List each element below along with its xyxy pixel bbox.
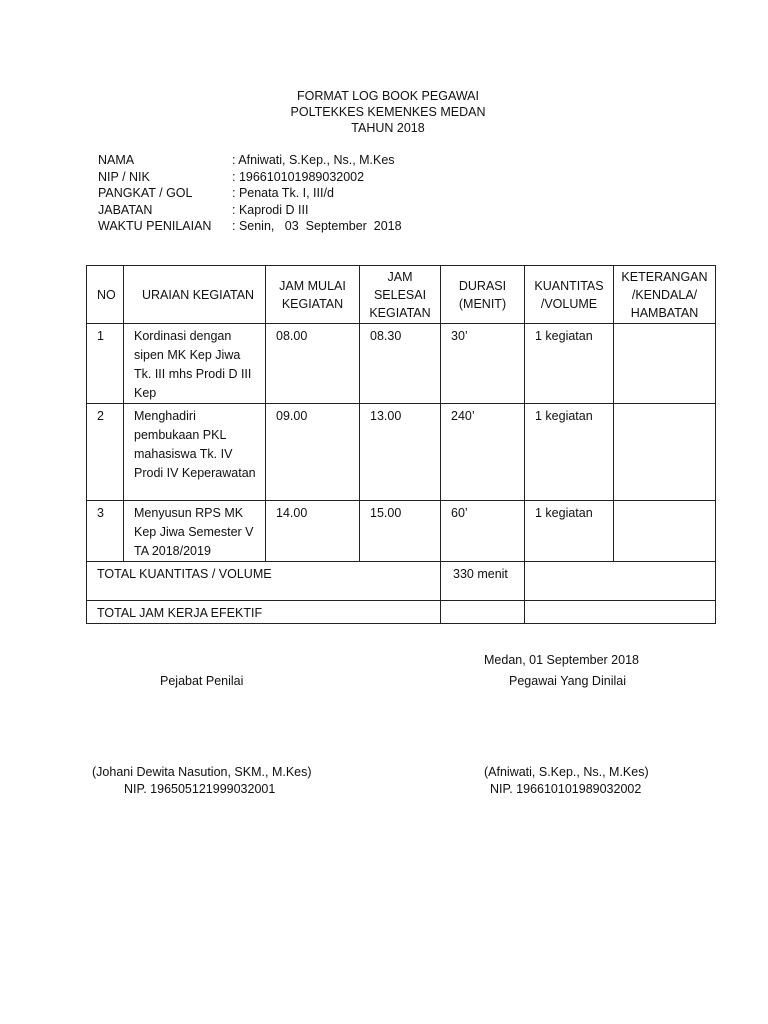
table-row [87,404,716,501]
cell-kuantitas: 1 kegiatan [525,501,614,562]
cell-keterangan [614,404,716,501]
cell-jam-selesai: 15.00 [360,501,441,562]
cell-durasi: 60’ [441,501,525,562]
header-uraian: URAIAN KEGIATAN [124,266,266,324]
cell-durasi: 30’ [441,324,525,404]
info-row-pangkat [98,185,402,202]
info-value: : Kaprodi D III [232,202,309,217]
left-signer-title: Pejabat Penilai [160,674,244,688]
header-durasi: DURASI (MENIT) [441,266,525,324]
info-row-nama [98,152,402,169]
cell-no: 1 [87,324,124,404]
cell-jam-mulai: 14.00 [266,501,360,562]
table-row [87,501,716,562]
header-kuantitas: KUANTITAS /VOLUME [525,266,614,324]
header-jam-selesai: JAM SELESAI KEGIATAN [360,266,441,324]
header-no: NO [87,266,124,324]
header-jam-mulai: JAM MULAI KEGIATAN [266,266,360,324]
info-row-jabatan [98,202,402,219]
right-signer-title: Pegawai Yang Dinilai [509,674,626,688]
table-row [87,324,716,404]
employee-info [98,152,402,235]
total-jam-row [87,601,716,624]
cell-jam-mulai: 09.00 [266,404,360,501]
total-jam-extra [525,601,716,624]
info-key: WAKTU PENILAIAN [98,219,212,233]
cell-durasi: 240’ [441,404,525,501]
log-book-table [86,265,716,624]
document-year: TAHUN 2018 [351,121,425,135]
total-volume-label: TOTAL KUANTITAS / VOLUME [87,562,441,601]
cell-jam-selesai: 13.00 [360,404,441,501]
total-volume-extra [525,562,716,601]
cell-keterangan [614,324,716,404]
right-signer-nip: NIP. 196610101989032002 [490,782,642,796]
header-keterangan: KETERANGAN /KENDALA/ HAMBATAN [614,266,716,324]
table-header-row [87,266,716,324]
info-key: PANGKAT / GOL [98,186,193,200]
info-value: : Penata Tk. I, III/d [232,186,334,200]
cell-kuantitas: 1 kegiatan [525,324,614,404]
info-key: NIP / NIK [98,169,150,184]
info-value: : 196610101989032002 [232,169,365,184]
total-jam-value [441,601,525,624]
info-value: : Senin, 03 September 2018 [232,219,402,233]
cell-uraian: Menghadiri pembukaan PKL mahasiswa Tk. IV Prodi IV Keperawatan [124,404,266,501]
cell-uraian: Menyusun RPS MK Kep Jiwa Semester V TA 2018/2019 [124,501,266,562]
cell-jam-selesai: 08.30 [360,324,441,404]
info-key: JABATAN [98,202,153,217]
info-key: NAMA [98,153,135,167]
cell-uraian: Kordinasi dengan sipen MK Kep Jiwa Tk. III mhs Prodi D III Kep [124,324,266,404]
info-value: : Afniwati, S.Kep., Ns., M.Kes [232,153,395,167]
info-row-nip [98,169,402,186]
total-volume-row [87,562,716,601]
institution-name: POLTEKKES KEMENKES MEDAN [290,105,486,119]
cell-kuantitas: 1 kegiatan [525,404,614,501]
cell-no: 3 [87,501,124,562]
cell-no: 2 [87,404,124,501]
info-row-waktu [98,218,402,235]
right-signer-name: (Afniwati, S.Kep., Ns., M.Kes) [484,765,649,779]
document-title: FORMAT LOG BOOK PEGAWAI [297,89,479,103]
cell-keterangan [614,501,716,562]
place-date: Medan, 01 September 2018 [484,653,639,667]
left-signer-name: (Johani Dewita Nasution, SKM., M.Kes) [92,765,312,779]
total-jam-label: TOTAL JAM KERJA EFEKTIF [87,601,441,624]
left-signer-nip: NIP. 196505121999032001 [124,782,276,796]
cell-jam-mulai: 08.00 [266,324,360,404]
total-volume-value: 330 menit [441,562,525,601]
